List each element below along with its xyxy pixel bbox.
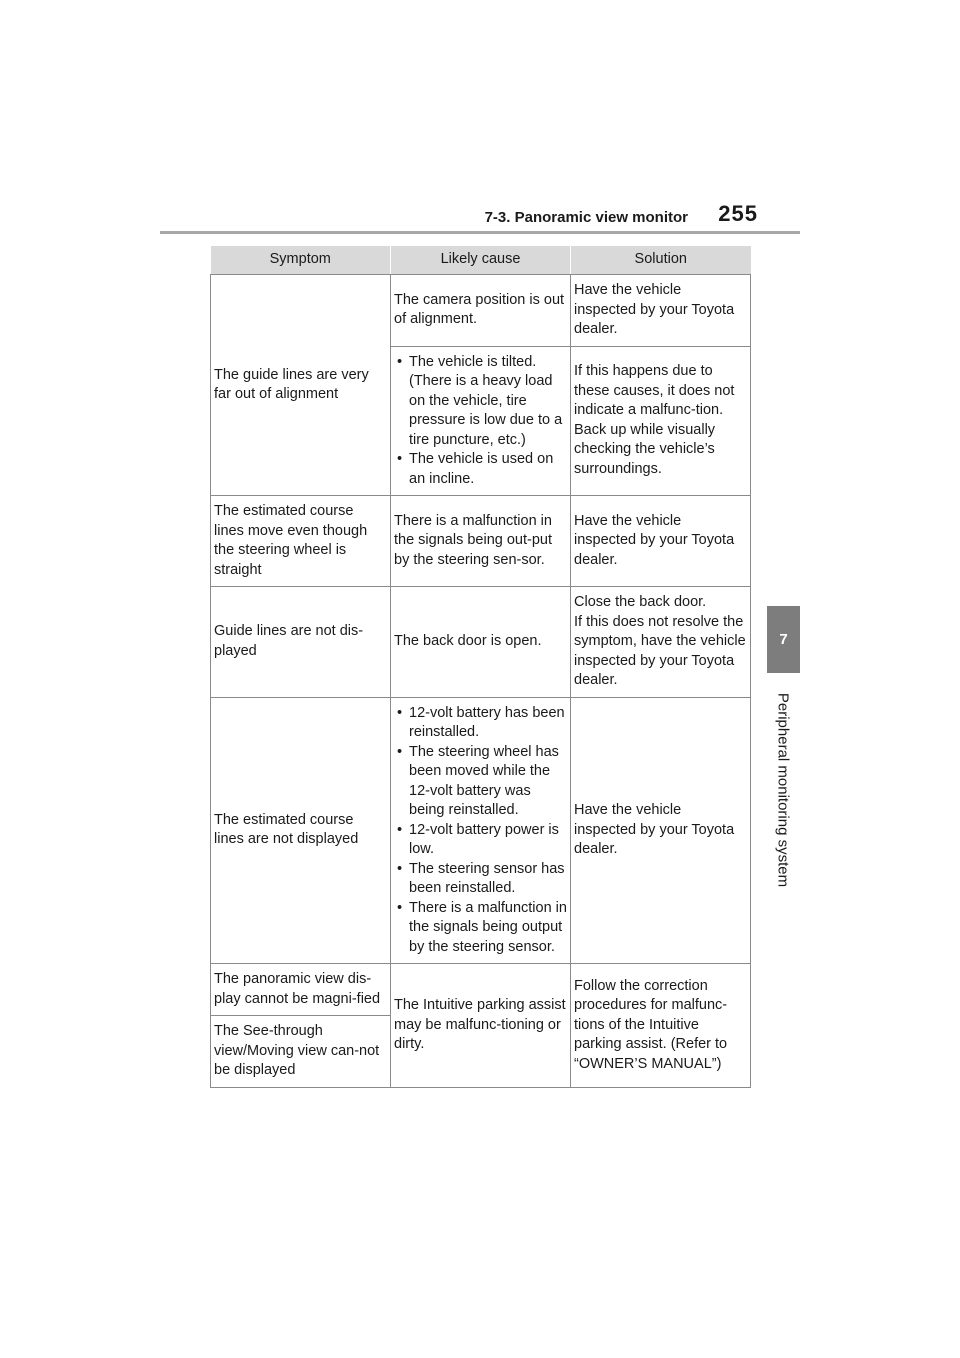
table-row (211, 275, 751, 347)
cause-item: • The vehicle is used on an incline. (394, 450, 567, 489)
solution-cell: Have the vehicle inspected by your Toyota dealer. (571, 697, 751, 964)
solution-line: Back up while visually checking the vehicle’s surroundings. (574, 421, 716, 477)
symptom-cell: Guide lines are not dis-played (211, 587, 391, 698)
symptom-cell: The panoramic view dis-play cannot be magni-fied (211, 964, 391, 1016)
page-header (160, 196, 800, 234)
cause-item: • The vehicle is tilted. (There is a heavy load on the vehicle, tire pressure is low due to a tire puncture, etc.) (394, 353, 567, 451)
header-rule (160, 231, 800, 234)
solution-line: If this happens due to these causes, it does not indicate a malfunc-tion. (574, 363, 735, 419)
solution-line: If this does not resolve the symptom, have the vehicle inspected by your Toyota dealer. (574, 613, 746, 688)
symptom-cell: The estimated course lines move even though the steering wheel is straight (211, 496, 391, 587)
symptom-cell: The guide lines are very far out of alignment (211, 275, 391, 496)
troubleshooting-table (210, 246, 751, 1088)
solution-cell: Have the vehicle inspected by your Toyota dealer. (571, 496, 751, 587)
table-row (211, 587, 751, 698)
table-row (211, 496, 751, 587)
column-header-solution: Solution (571, 246, 751, 275)
section-title: 7-3. Panoramic view monitor (484, 209, 688, 226)
cause-cell (391, 346, 571, 496)
page-number: 255 (718, 201, 758, 226)
cause-item: • The steering sensor has been reinstalled. (394, 860, 567, 899)
cause-list (394, 704, 567, 958)
cause-item: • 12-volt battery power is low. (394, 821, 567, 860)
chapter-title: Peripheral monitoring system (774, 692, 792, 888)
solution-cell: Follow the correction procedures for malfunc-tions of the Intuitive parking assist. (Refer to “OWNER’S MANUAL”) (571, 964, 751, 1088)
table-header-row (211, 246, 751, 275)
cause-list (394, 353, 567, 490)
column-header-likely-cause: Likely cause (391, 246, 571, 275)
solution-line: Close the back door. (574, 594, 707, 610)
column-header-symptom: Symptom (211, 246, 391, 275)
solution-cell (571, 587, 751, 698)
cause-cell: The Intuitive parking assist may be malfunc-tioning or dirty. (391, 964, 571, 1088)
cause-item: • There is a malfunction in the signals being output by the steering sensor. (394, 899, 567, 958)
table-row (211, 964, 751, 1016)
table-row (211, 697, 751, 964)
solution-cell (571, 346, 751, 496)
chapter-number: 7 (779, 631, 788, 648)
cause-cell: The back door is open. (391, 587, 571, 698)
cause-cell: The camera position is out of alignment. (391, 275, 571, 347)
cause-item: • 12-volt battery has been reinstalled. (394, 704, 567, 743)
symptom-cell: The See-through view/Moving view can-not be displayed (211, 1016, 391, 1088)
solution-cell: Have the vehicle inspected by your Toyota dealer. (571, 275, 751, 347)
symptom-cell: The estimated course lines are not displayed (211, 697, 391, 964)
cause-item: • The steering wheel has been moved while the 12-volt battery was being reinstalled. (394, 743, 567, 821)
cause-cell (391, 697, 571, 964)
cause-cell: There is a malfunction in the signals being out-put by the steering sen-sor. (391, 496, 571, 587)
chapter-tab (767, 606, 800, 673)
